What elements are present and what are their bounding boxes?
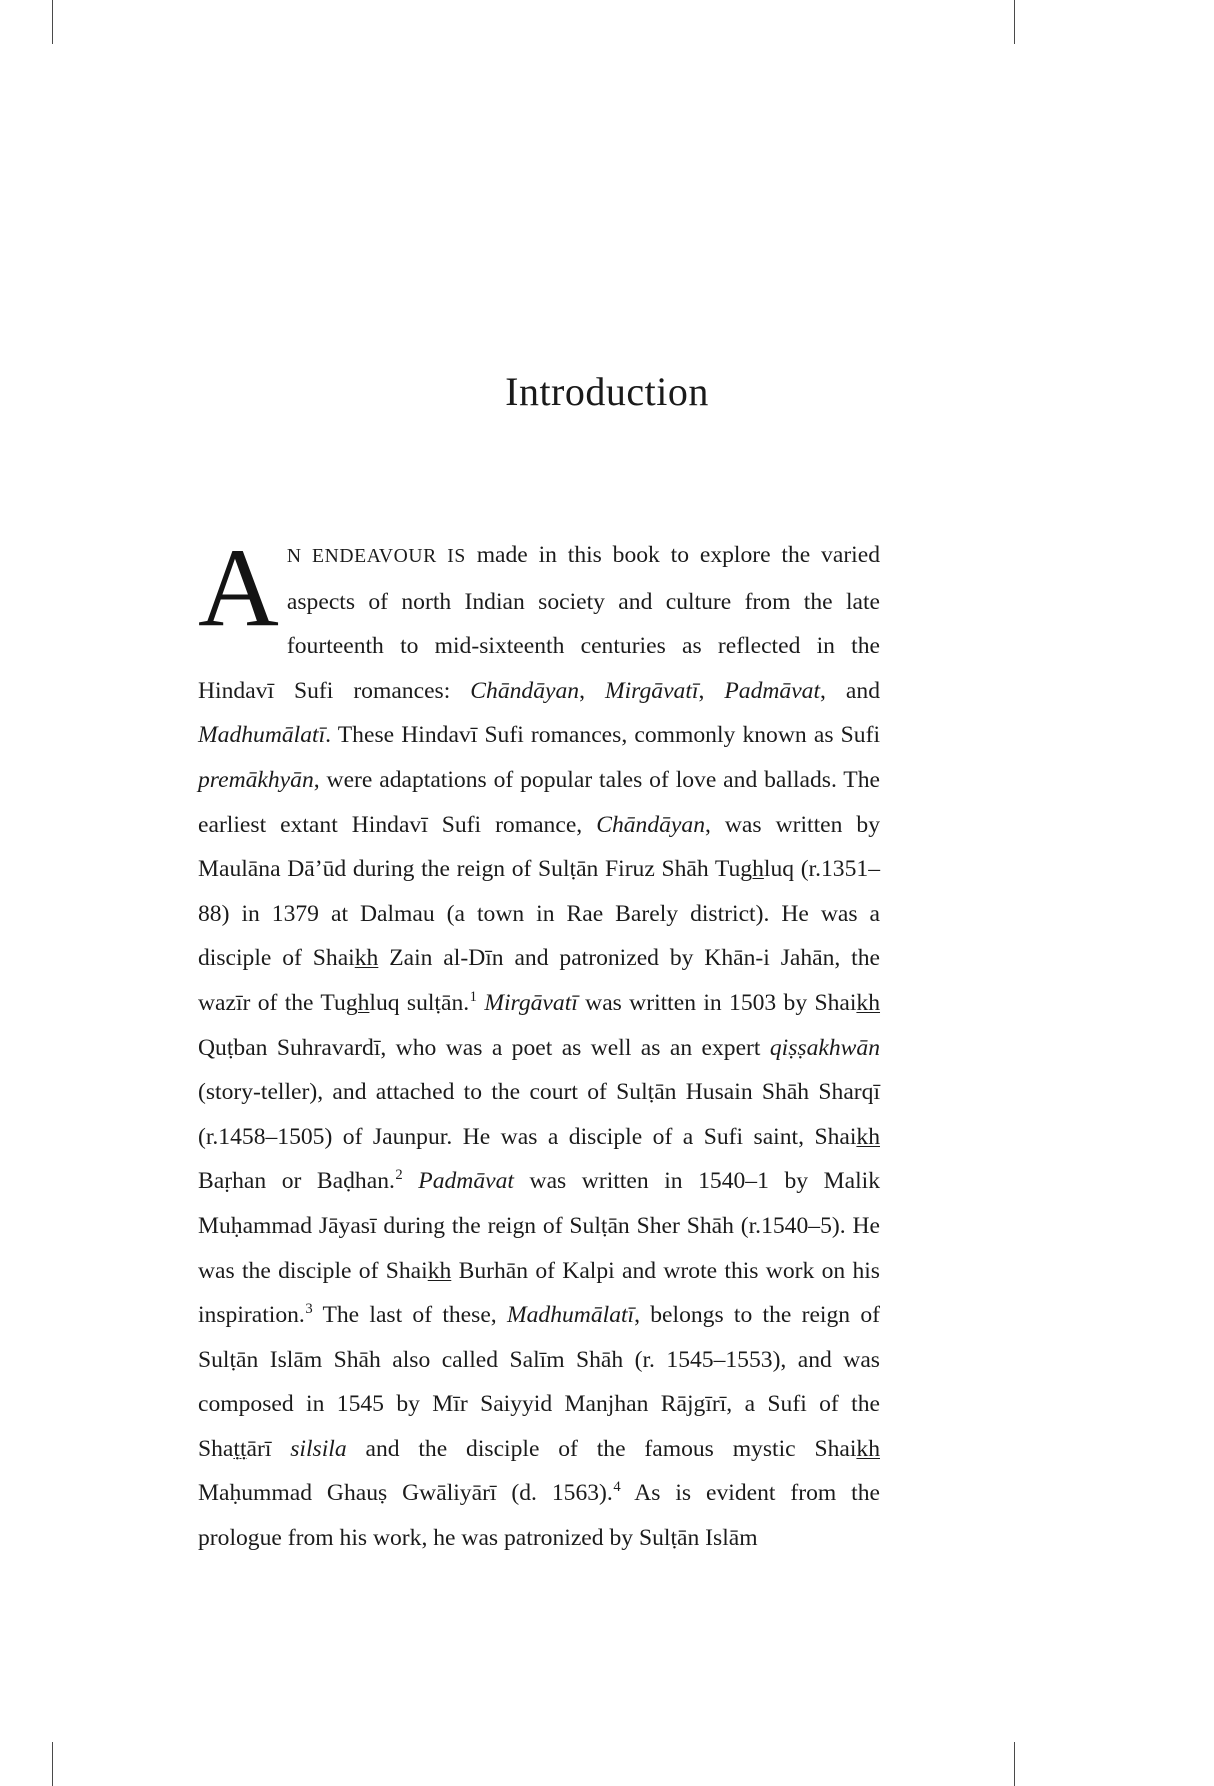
italic-title: Padmāvat: [724, 677, 821, 704]
paragraph-text: [198, 542, 880, 1551]
text-run: ,: [579, 677, 605, 704]
italic-title: Padmāvat: [418, 1168, 514, 1195]
text-run: made in this book to explore the varied aspects of north Indian society and culture from the late fourteenth to mid-sixteenth centuries as reflected in the Hindavī Sufi romances:: [198, 542, 880, 704]
underlined-digraph: gh: [740, 856, 764, 883]
italic-title: Mirgāvatī: [484, 989, 578, 1016]
italic-title: premākhyān: [198, 766, 314, 793]
italic-title: Madhumālatī: [506, 1302, 635, 1329]
footnote-marker: 4: [613, 1479, 621, 1496]
underlined-digraph: kh: [856, 1123, 880, 1150]
underlined-digraph: ṭṭ: [233, 1435, 247, 1462]
text-run: luq sulṭān.: [369, 989, 470, 1016]
underlined-digraph: kh: [427, 1257, 452, 1284]
text-run: ,: [698, 677, 725, 704]
text-run: (story-teller), and attached to the court of Sulṭān Husain Shāh Sharqī (r.1458–1505) of Jaunpur. He was a disciple of a Sufi saint, Shai: [198, 1079, 880, 1150]
italic-title: Madhumālatī: [198, 722, 326, 749]
crop-mark-bottom-right-icon: [1014, 1742, 1015, 1786]
footnote-marker: 3: [305, 1301, 313, 1318]
text-run: . These Hindavī Sufi romances, commonly known as Sufi: [325, 722, 880, 749]
italic-title: Mirgāvatī: [604, 677, 699, 704]
drop-cap: A: [198, 526, 279, 650]
text-run: The last of these,: [312, 1302, 507, 1329]
italic-title: silsila: [290, 1435, 347, 1462]
underlined-digraph: kh: [354, 945, 379, 972]
text-run: and the disciple of the famous mystic Shai: [346, 1435, 857, 1462]
crop-mark-top-right-icon: [1014, 0, 1015, 44]
text-run: Burhān of Kalpi and wrote this work on his inspiration.: [198, 1257, 880, 1329]
text-run: , and: [820, 677, 880, 704]
footnote-marker: 2: [395, 1167, 403, 1184]
italic-title: Chāndāyan: [470, 677, 580, 704]
crop-mark-top-left-icon: [52, 0, 53, 44]
italic-title: Chāndāyan: [596, 811, 705, 838]
text-run: , belongs to the reign of Sulṭān Islām Shāh also called Salīm Shāh (r. 1545–1553), and was composed in 1545 by Mīr Saiyyid Manjhan Rājgīrī, a Sufi of the Sha: [198, 1302, 880, 1462]
underlined-digraph: gh: [345, 989, 370, 1016]
opening-small-caps: N ENDEAVOUR IS: [286, 546, 466, 567]
text-run: Maḥummad Ghauṣ Gwāliyārī (d. 1563).: [198, 1480, 613, 1507]
text-run: luq (r.1351–88) in 1379 at Dalmau (a town in Rae Barely district). He was a disciple of Shai: [198, 856, 880, 972]
text-run: Baṛhan or Baḍhan.: [198, 1168, 395, 1195]
underlined-digraph: kh: [856, 1435, 880, 1462]
page-title: Introduction: [505, 369, 709, 414]
italic-title: qiṣṣakhwān: [769, 1034, 880, 1061]
body-paragraph: [198, 526, 881, 1561]
footnote-marker: 1: [469, 988, 477, 1005]
text-run: Quṭban Suhravardī, who was a poet as well as an expert: [198, 1034, 770, 1061]
underlined-digraph: kh: [856, 989, 881, 1016]
text-run: [403, 1168, 419, 1194]
text-run: was written in 1503 by Shai: [577, 989, 857, 1016]
crop-mark-bottom-left-icon: [52, 1742, 53, 1786]
text-run: , was written by Maulāna Dā’ūd during the reign of Sulṭān Firuz Shāh Tu: [198, 811, 880, 883]
text-run: was written in 1540–1 by Malik Muḥammad Jāyasī during the reign of Sulṭān Sher Shāh (r.1540–5). He was the disciple of Shai: [198, 1168, 880, 1284]
text-run: ārī: [246, 1435, 291, 1462]
text-run: As is evident from the prologue from his work, he was patronized by Sulṭān Islām: [198, 1480, 880, 1552]
text-run: , were adaptations of popular tales of love and ballads. The earliest extant Hindavī Sufi romance,: [198, 766, 880, 838]
text-run: Zain al-Dīn and patronized by Khān-i Jahān, the wazīr of the Tu: [198, 945, 881, 1016]
